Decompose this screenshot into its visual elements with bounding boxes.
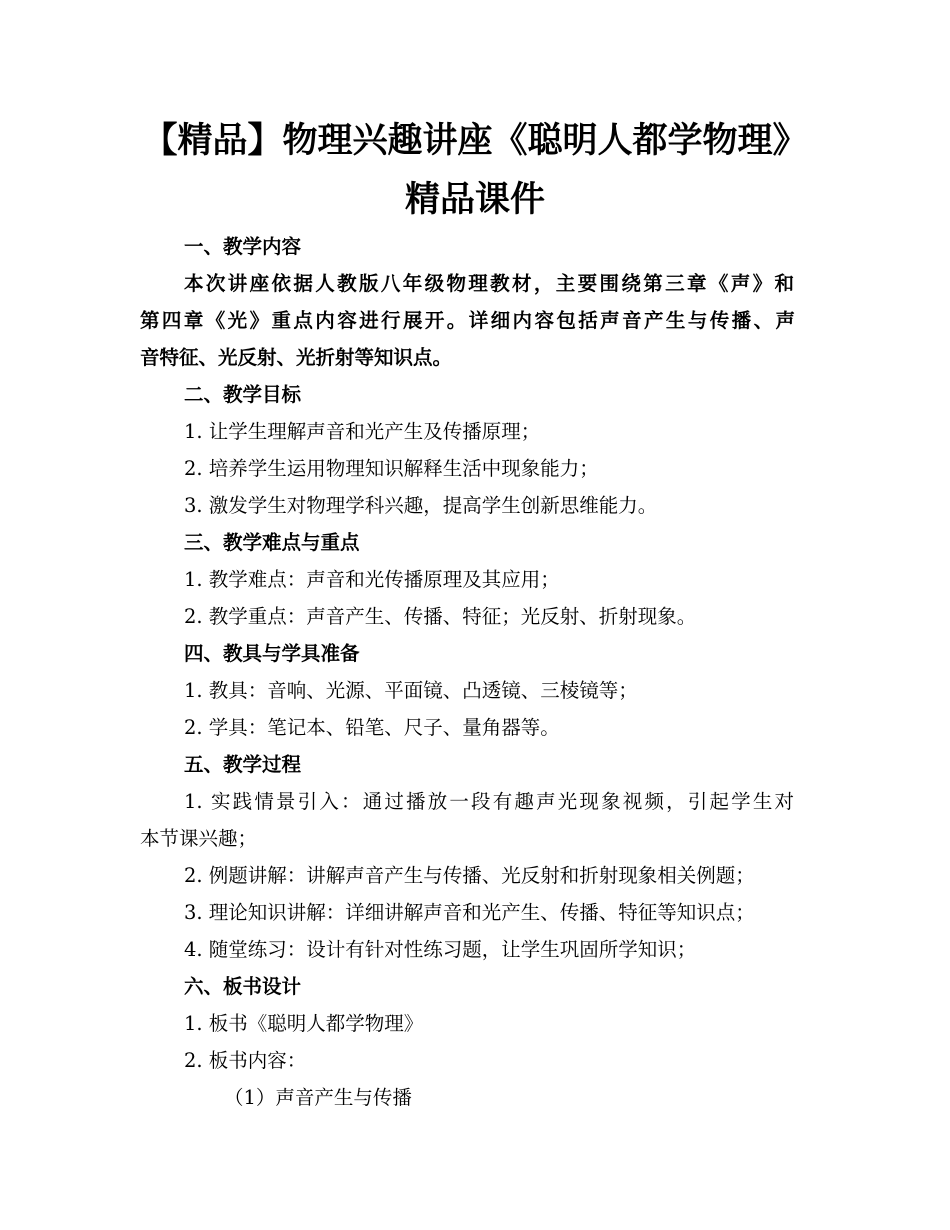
list-item: 1. 实践情景引入：通过播放一段有趣声光现象视频，引起学生对	[184, 790, 794, 813]
list-item: 2. 学具：笔记本、铅笔、尺子、量角器等。	[184, 716, 560, 739]
section-heading-teaching-content: 一、教学内容	[184, 235, 302, 258]
list-item-continuation: 本节课兴趣；	[140, 827, 258, 850]
list-item: 2. 培养学生运用物理知识解释生活中现象能力；	[184, 457, 599, 480]
list-item: 2. 板书内容：	[184, 1049, 307, 1072]
document-title-line-2: 精品课件	[404, 180, 545, 220]
sub-list-item: （1）声音产生与传播	[224, 1086, 412, 1109]
document-title-line-1: 【精品】物理兴趣讲座《聪明人都学物理》	[142, 121, 808, 161]
list-item: 1. 教具：音响、光源、平面镜、凸透镜、三棱镜等；	[184, 679, 638, 702]
list-item: 3. 理论知识讲解：详细讲解声音和光产生、传播、特征等知识点；	[184, 901, 755, 924]
paragraph-line: 音特征、光反射、光折射等知识点。	[140, 346, 453, 369]
list-item: 4. 随堂练习：设计有针对性练习题，让学生巩固所学知识；	[184, 938, 697, 961]
section-heading-board-design: 六、板书设计	[184, 975, 302, 998]
paragraph-line: 第四章《光》重点内容进行展开。详细内容包括声音产生与传播、声	[140, 309, 795, 332]
list-item: 1. 板书《聪明人都学物理》	[184, 1012, 424, 1035]
list-item: 1. 让学生理解声音和光产生及传播原理；	[184, 420, 541, 443]
section-heading-tools: 四、教具与学具准备	[184, 642, 360, 665]
section-heading-process: 五、教学过程	[184, 753, 302, 776]
list-item: 3. 激发学生对物理学科兴趣，提高学生创新思维能力。	[184, 494, 658, 517]
list-item: 1. 教学难点：声音和光传播原理及其应用；	[184, 568, 560, 591]
list-item: 2. 例题讲解：讲解声音产生与传播、光反射和折射现象相关例题；	[184, 864, 755, 887]
paragraph-line: 本次讲座依据人教版八年级物理教材，主要围绕第三章《声》和	[184, 272, 794, 295]
section-heading-difficulties: 三、教学难点与重点	[184, 531, 360, 554]
list-item: 2. 教学重点：声音产生、传播、特征；光反射、折射现象。	[184, 605, 697, 628]
section-heading-teaching-goals: 二、教学目标	[184, 383, 302, 406]
